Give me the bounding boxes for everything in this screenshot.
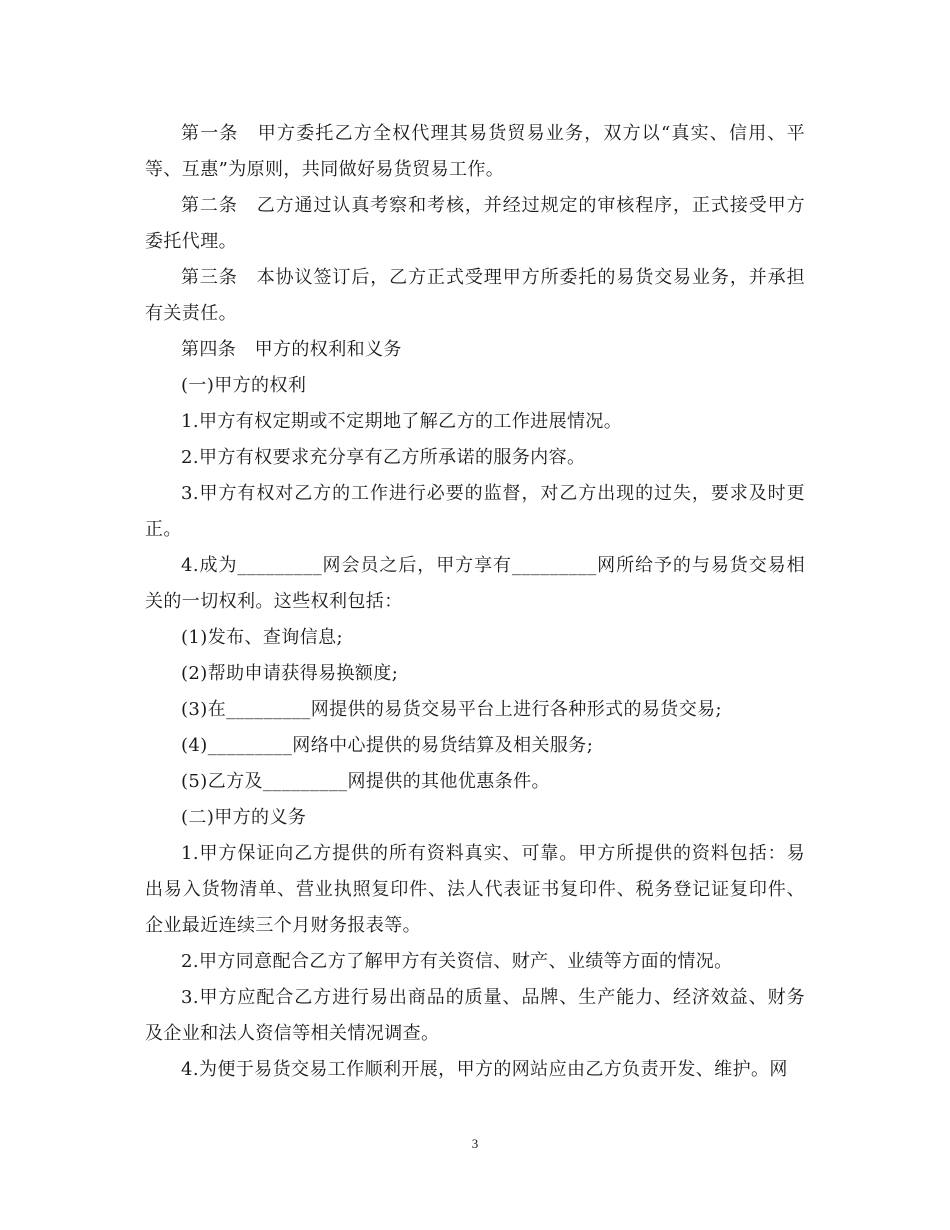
section-obligations-heading: (二)甲方的义务 (181, 807, 307, 828)
document-body (145, 116, 805, 1088)
rights-item-1: 1.甲方有权定期或不定期地了解乙方的工作进展情况。 (181, 411, 623, 432)
rights-item-3: 3.甲方有权对乙方的工作进行必要的监督，对乙方出现的过失，要求及时更正。 (145, 483, 805, 540)
page-number: 3 (471, 1136, 479, 1151)
clause-2-paragraph: 第二条 乙方通过认真考察和考核，并经过规定的审核程序，正式接受甲方委托代理。 (145, 195, 805, 252)
obligations-item-3: 3.甲方应配合乙方进行易出商品的质量、品牌、生产能力、经济效益、财务及企业和法人资信等相关情况调查。 (145, 987, 805, 1044)
clause-3-paragraph: 第三条 本协议签订后，乙方正式受理甲方所委托的易货交易业务，并承担有关责任。 (145, 267, 805, 324)
obligations-item-4: 4.为便于易货交易工作顺利开展，甲方的网站应由乙方负责开发、维护。网 (181, 1059, 788, 1080)
clause-4-heading: 第四条 甲方的权利和义务 (181, 339, 402, 360)
clause-1-paragraph: 第一条 甲方委托乙方全权代理其易货贸易业务，双方以“真实、信用、平等、互惠”为原则，共同做好易货贸易工作。 (145, 123, 805, 180)
rights-subitem-1: (1)发布、查询信息; (181, 627, 343, 648)
rights-item-2: 2.甲方有权要求充分享有乙方所承诺的服务内容。 (181, 447, 586, 468)
obligations-item-1: 1.甲方保证向乙方提供的所有资料真实、可靠。甲方所提供的资料包括：易出易入货物清单、营业执照复印件、法人代表证书复印件、税务登记证复印件、企业最近连续三个月财务报表等。 (145, 843, 805, 936)
rights-subitem-5: (5)乙方及_________网提供的其他优惠条件。 (181, 771, 550, 792)
section-rights-heading: (一)甲方的权利 (181, 375, 307, 396)
rights-item-4: 4.成为_________网会员之后，甲方享有_________网所给予的与易货交易相关的一切权利。这些权利包括： (145, 555, 805, 612)
rights-subitem-4: (4)_________网络中心提供的易货结算及相关服务; (181, 735, 594, 756)
rights-subitem-3: (3)在_________网提供的易货交易平台上进行各种形式的易货交易; (181, 699, 722, 720)
rights-subitem-2: (2)帮助申请获得易换额度; (181, 663, 399, 684)
obligations-item-2: 2.甲方同意配合乙方了解甲方有关资信、财产、业绩等方面的情况。 (181, 951, 733, 972)
